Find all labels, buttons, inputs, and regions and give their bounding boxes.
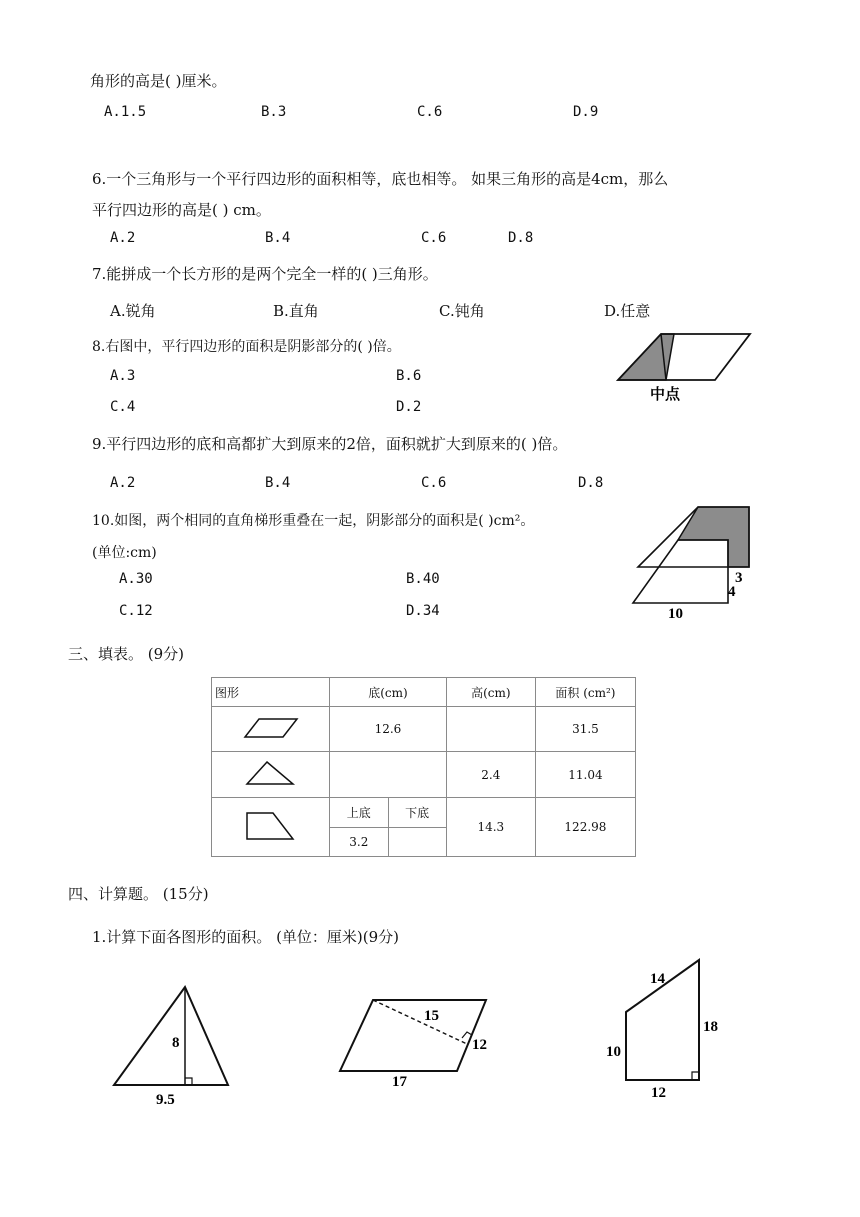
parallelogram-side-label: 12 [472, 1037, 487, 1053]
q5-option-c: C.6 [417, 104, 443, 120]
q8-option-c: C.4 [110, 399, 136, 415]
q5-option-d: D.9 [573, 104, 599, 120]
q5-option-b: B.3 [261, 104, 287, 120]
q8-option-d: D.2 [396, 399, 422, 415]
q9-text: 9.平行四边形的底和高都扩大到原来的2倍，面积就扩大到原来的( )倍。 [92, 435, 568, 453]
q10-label-3: 3 [735, 570, 743, 586]
row2-shape [212, 752, 330, 798]
q9-option-a: A.2 [110, 475, 136, 491]
q9-option-b: B.4 [265, 475, 291, 491]
trapezoid-figure [600, 955, 730, 1105]
trapezoid-left-label: 10 [606, 1044, 621, 1060]
section4-title: 四、计算题。 (15分) [68, 885, 209, 903]
parallelogram-height-line [373, 1000, 467, 1044]
parallelogram-height-label: 15 [424, 1008, 439, 1024]
q10-unit-note: (单位:cm) [92, 545, 157, 561]
q10-label-4: 4 [728, 584, 736, 600]
q7-option-d: D.任意 [604, 302, 651, 320]
q10-option-a: A.30 [119, 571, 153, 587]
trapezoid-slant-label: 14 [650, 971, 665, 987]
q9-option-c: C.6 [421, 475, 447, 491]
q7-text: 7.能拼成一个长方形的是两个完全一样的( )三角形。 [92, 265, 438, 283]
q6-text-line1: 6.一个三角形与一个平行四边形的面积相等，底也相等。 如果三角形的高是4cm，那么 [92, 170, 669, 188]
section3-title: 三、填表。 (9分) [68, 645, 185, 663]
trapezoid-right-label: 18 [703, 1019, 718, 1035]
row2-base [330, 752, 447, 798]
row1-area: 31.5 [535, 707, 635, 752]
q7-option-c: C.钝角 [439, 302, 485, 320]
parallelogram-icon [241, 716, 301, 740]
parallelogram-base-label: 17 [392, 1074, 407, 1090]
sec4-q1-text: 1.计算下面各图形的面积。 (单位：厘米)(9分) [92, 928, 400, 946]
q8-parallelogram-figure [610, 330, 760, 405]
parallelogram-figure [330, 992, 500, 1092]
q8-midpoint-label: 中点 [650, 387, 681, 403]
row1-shape [212, 707, 330, 752]
q6-text-line2: 平行四边形的高是( ) cm。 [92, 201, 271, 219]
row3-shape [212, 798, 330, 857]
q8-option-a: A.3 [110, 368, 136, 384]
header-height: 高(cm) [446, 678, 535, 707]
triangle-icon [243, 759, 299, 787]
row1-height [446, 707, 535, 752]
q10-option-c: C.12 [119, 603, 153, 619]
row3-area: 122.98 [535, 798, 635, 857]
triangle-base-label: 9.5 [156, 1092, 175, 1108]
q10-option-d: D.34 [406, 603, 440, 619]
q8-option-b: B.6 [396, 368, 422, 384]
q7-option-a: A.锐角 [110, 302, 156, 320]
q10-option-b: B.40 [406, 571, 440, 587]
row3-height: 14.3 [446, 798, 535, 857]
q10-trapezoid-figure [628, 500, 758, 625]
q10-trapezoid-lower [633, 540, 728, 603]
q10-text: 10.如图，两个相同的直角梯形重叠在一起，阴影部分的面积是( )cm²。 [92, 513, 535, 529]
q8-text: 8.右图中，平行四边形的面积是阴影部分的( )倍。 [92, 339, 401, 355]
q5-continuation: 角形的高是( )厘米。 [90, 72, 227, 90]
row3-lower-base-header: 下底 [388, 798, 446, 828]
q9-option-d: D.8 [578, 475, 604, 491]
fill-table [211, 677, 636, 857]
triangle-height-label: 8 [172, 1035, 180, 1051]
q10-label-10: 10 [668, 606, 683, 622]
q6-option-b: B.4 [265, 230, 291, 246]
trapezoid-icon [243, 809, 299, 843]
row3-lower-base [388, 828, 446, 857]
row2-area: 11.04 [535, 752, 635, 798]
header-shape: 图形 [212, 678, 330, 707]
q6-option-c: C.6 [421, 230, 447, 246]
row2-height: 2.4 [446, 752, 535, 798]
q6-option-d: D.8 [508, 230, 534, 246]
q6-option-a: A.2 [110, 230, 136, 246]
header-base: 底(cm) [330, 678, 447, 707]
triangle-shape [114, 987, 228, 1085]
row3-upper-base-header: 上底 [330, 798, 388, 828]
row3-upper-base: 3.2 [330, 828, 388, 857]
q7-option-b: B.直角 [273, 302, 319, 320]
triangle-figure [100, 980, 240, 1108]
row1-base: 12.6 [330, 707, 447, 752]
header-area: 面积 (cm²) [535, 678, 635, 707]
q5-option-a: A.1.5 [104, 104, 147, 120]
trapezoid-base-label: 12 [651, 1085, 666, 1101]
